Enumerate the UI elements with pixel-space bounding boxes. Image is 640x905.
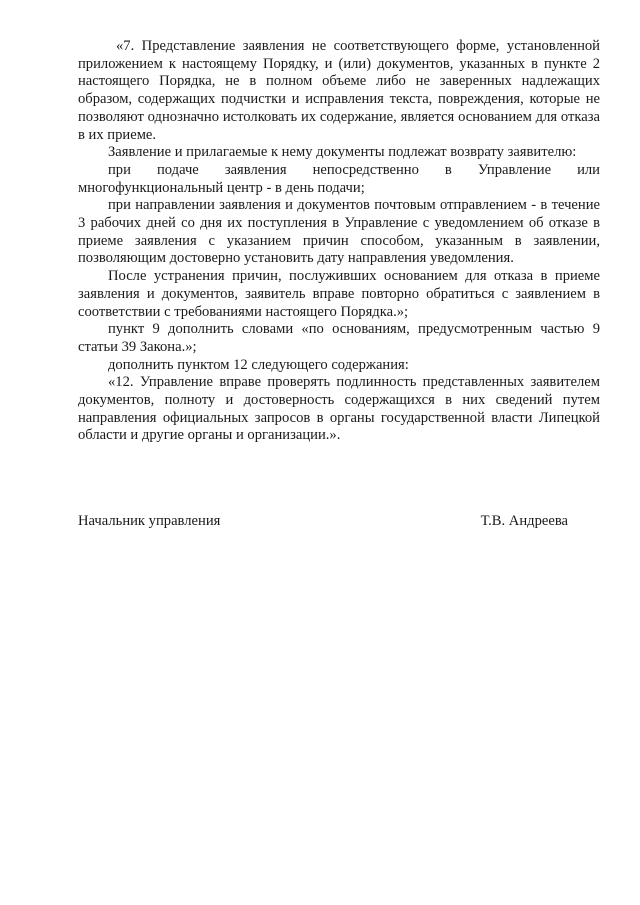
paragraph-postal-submission: при направлении заявления и документов почтовым отправлением - в течение 3 рабочих дней со дня их поступления в Управление с уведомлением об отказе в приеме заявления с указанием причин способом, указанным в заявлении, позволяющим достоверно установить дату направления уведомления. [78, 197, 600, 267]
document-body [78, 38, 600, 445]
paragraph-resubmission: После устранения причин, послуживших основанием для отказа в приеме заявления и документов, заявитель вправе повторно обратиться с заявлением в соответствии с требованиями настоящего Порядка.»; [78, 268, 600, 320]
signature-block [78, 513, 568, 531]
paragraph-direct-submission: при подаче заявления непосредственно в Управление или многофункциональный центр - в день подачи; [78, 161, 600, 196]
paragraph-amend-item-9: пункт 9 дополнить словами «по основаниям, предусмотренным частью 9 статьи 39 Закона.»; [78, 321, 600, 355]
signature-position: Начальник управления [78, 513, 221, 529]
paragraph-7: «7. Представление заявления не соответствующего форме, установленной приложением к настоящему Порядку, и (или) документов, указанных в пункте 2 настоящего Порядка, не в полном объеме либо не заверенных надлежащих образом, содержащих подчистки и исправления текста, повреждения, которые не позволяют однозначно истолковать их содержание, является основанием для отказа в их приеме. [78, 38, 600, 143]
paragraph-12: «12. Управление вправе проверять подлинность представленных заявителем документов, полноту и достоверность содержащихся в них сведений путем направления официальных запросов в органы государственной власти Липецкой области и другие органы и организации.». [78, 374, 600, 444]
signature-name: Т.В. Андреева [480, 513, 568, 529]
paragraph-add-item-12: дополнить пунктом 12 следующего содержания: [108, 356, 409, 373]
paragraph-return-intro: Заявление и прилагаемые к нему документы подлежат возврату заявителю: [108, 144, 577, 161]
